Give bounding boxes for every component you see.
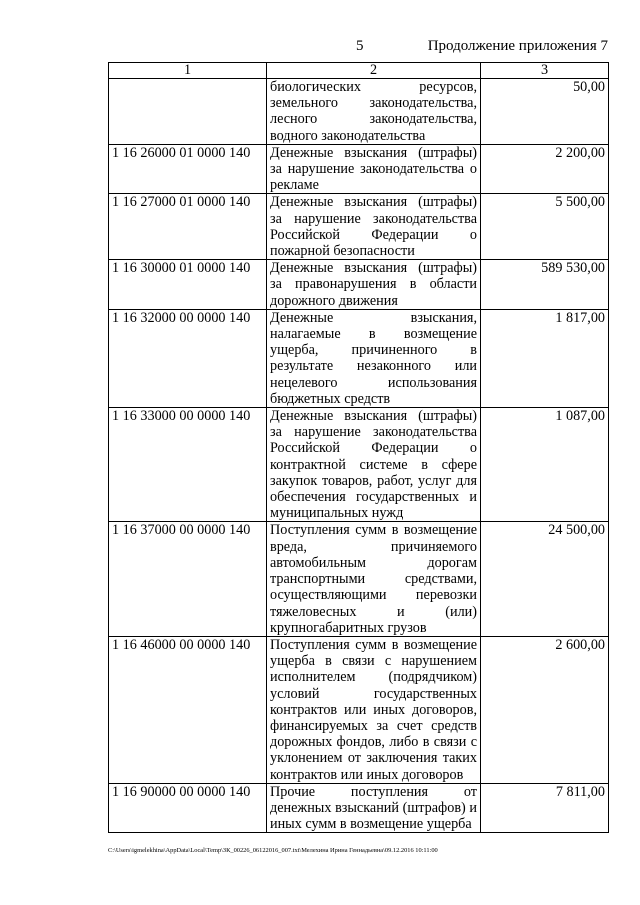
table-row bbox=[109, 408, 609, 522]
revenue-amount: 7 811,00 bbox=[481, 783, 609, 833]
table-row bbox=[109, 636, 609, 783]
appendix-table bbox=[108, 62, 609, 833]
table-row bbox=[109, 79, 609, 145]
table-row bbox=[109, 522, 609, 636]
revenue-code: 1 16 37000 00 0000 140 bbox=[109, 522, 267, 636]
column-header-2: 2 bbox=[267, 63, 481, 79]
revenue-amount: 589 530,00 bbox=[481, 260, 609, 310]
revenue-description: Поступления сумм в возмещение ущерба в связи с нарушением исполнителем (подрядчиком) условий государственных контрактов или иных договоров, финансируемых за счет средств дорожных фондов, либо в связи с уклонением от заключения таких контрактов или иных договоров bbox=[267, 636, 481, 783]
revenue-code: 1 16 26000 01 0000 140 bbox=[109, 144, 267, 194]
file-path-footer: C:\Users\igmelekhina\AppData\Local\Temp\ЗК_00226_06122016_007.txt\Мелехина Ирина Геннадьевна\09.12.2016 10:11:00 bbox=[108, 847, 438, 854]
revenue-description: биологических ресурсов, земельного законодательства, лесного законодательства, водного законодательства bbox=[267, 79, 481, 145]
column-number-row bbox=[109, 63, 609, 79]
revenue-description: Денежные взыскания (штрафы) за правонарушения в области дорожного движения bbox=[267, 260, 481, 310]
revenue-amount: 1 087,00 bbox=[481, 408, 609, 522]
column-header-3: 3 bbox=[481, 63, 609, 79]
revenue-amount: 5 500,00 bbox=[481, 194, 609, 260]
table-row bbox=[109, 144, 609, 194]
revenue-description: Поступления сумм в возмещение вреда, причиняемого автомобильным дорогам транспортными средствами, осуществляющими перевозки тяжеловесных и (или) крупногабаритных грузов bbox=[267, 522, 481, 636]
revenue-amount: 50,00 bbox=[481, 79, 609, 145]
table-row bbox=[109, 783, 609, 833]
page-number: 5 bbox=[356, 38, 364, 54]
page-header bbox=[108, 38, 608, 58]
revenue-code: 1 16 46000 00 0000 140 bbox=[109, 636, 267, 783]
revenue-description: Денежные взыскания (штрафы) за нарушение законодательства Российской Федерации о контрактной системе в сфере закупок товаров, работ, услуг для обеспечения государственных и муниципальных нужд bbox=[267, 408, 481, 522]
table-row bbox=[109, 309, 609, 407]
column-header-1: 1 bbox=[109, 63, 267, 79]
revenue-amount: 2 600,00 bbox=[481, 636, 609, 783]
continuation-label: Продолжение приложения 7 bbox=[427, 38, 608, 54]
revenue-code: 1 16 33000 00 0000 140 bbox=[109, 408, 267, 522]
revenue-description: Денежные взыскания (штрафы) за нарушение законодательства Российской Федерации о пожарной безопасности bbox=[267, 194, 481, 260]
revenue-description: Денежные взыскания, налагаемые в возмещение ущерба, причиненного в результате незаконного или нецелевого использования бюджетных средств bbox=[267, 309, 481, 407]
revenue-amount: 1 817,00 bbox=[481, 309, 609, 407]
revenue-amount: 24 500,00 bbox=[481, 522, 609, 636]
revenue-description: Денежные взыскания (штрафы) за нарушение законодательства о рекламе bbox=[267, 144, 481, 194]
revenue-code: 1 16 30000 01 0000 140 bbox=[109, 260, 267, 310]
revenue-code: 1 16 27000 01 0000 140 bbox=[109, 194, 267, 260]
table-row bbox=[109, 260, 609, 310]
revenue-code: 1 16 32000 00 0000 140 bbox=[109, 309, 267, 407]
revenue-code bbox=[109, 79, 267, 145]
revenue-amount: 2 200,00 bbox=[481, 144, 609, 194]
revenue-description: Прочие поступления от денежных взысканий (штрафов) и иных сумм в возмещение ущерба bbox=[267, 783, 481, 833]
table-row bbox=[109, 194, 609, 260]
revenue-code: 1 16 90000 00 0000 140 bbox=[109, 783, 267, 833]
